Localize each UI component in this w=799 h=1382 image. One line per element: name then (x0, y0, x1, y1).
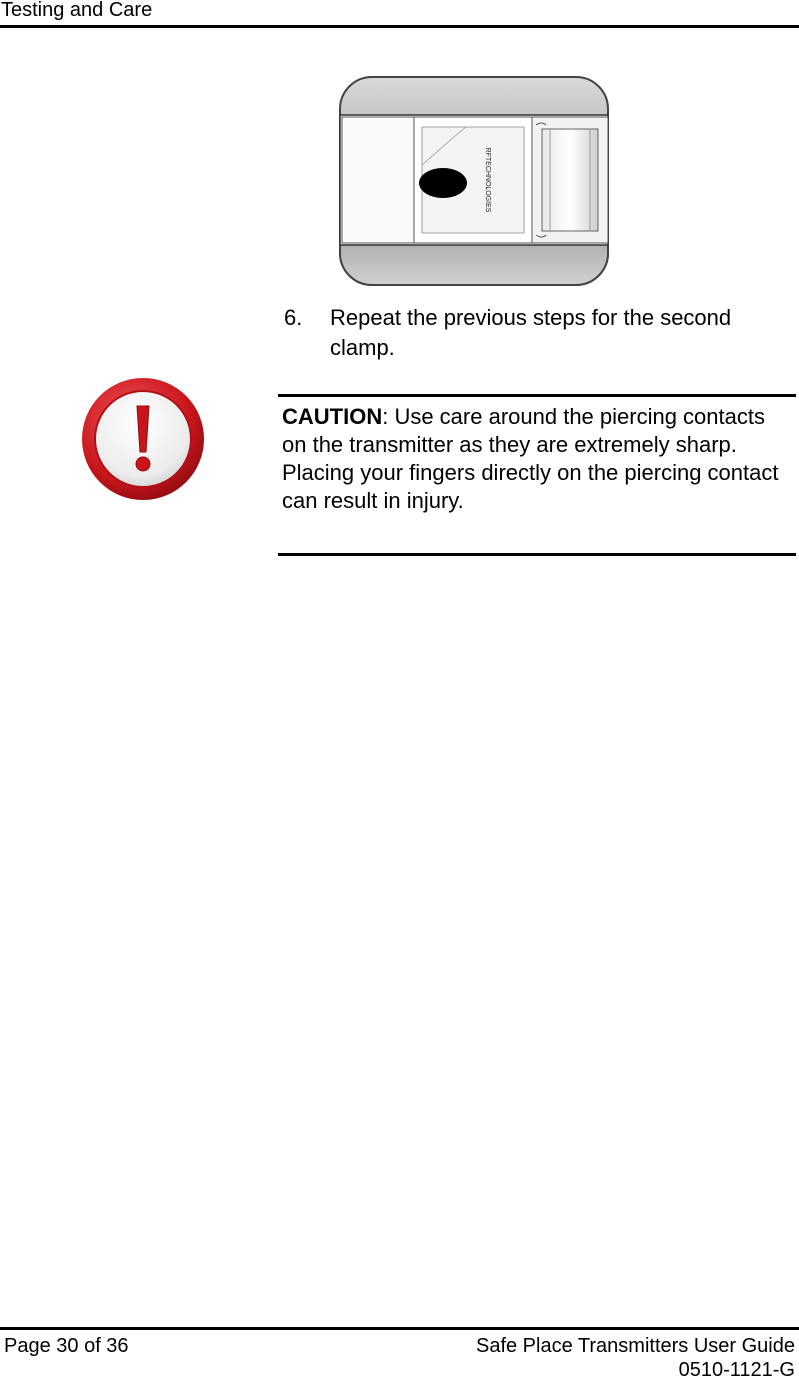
rf-technologies-logo: RFTECHNOLOGIES (484, 147, 491, 213)
exclamation-warning-icon (80, 376, 206, 502)
caution-body: : Use care around the piercing contacts on the transmitter as they are extremely sharp. Placing your fingers directly on the piercing contact can result in injury. (282, 404, 779, 513)
transmitter-clamp-illustration (336, 75, 612, 287)
page-number: Page 30 of 36 (4, 1335, 129, 1357)
caution-message (282, 403, 794, 515)
caution-label: CAUTION (282, 404, 383, 429)
footer-rule (0, 1327, 799, 1330)
caution-box (278, 394, 796, 556)
step-text: Repeat the previous steps for the second clamp. (330, 305, 732, 360)
header-rule (0, 25, 799, 28)
section-title: Testing and Care (1, 0, 153, 21)
step-number: 6. (284, 305, 303, 330)
footer-guide-info (476, 1334, 795, 1382)
document-number: 0510-1121-G (678, 1359, 795, 1381)
guide-title: Safe Place Transmitters User Guide (475, 1335, 795, 1357)
